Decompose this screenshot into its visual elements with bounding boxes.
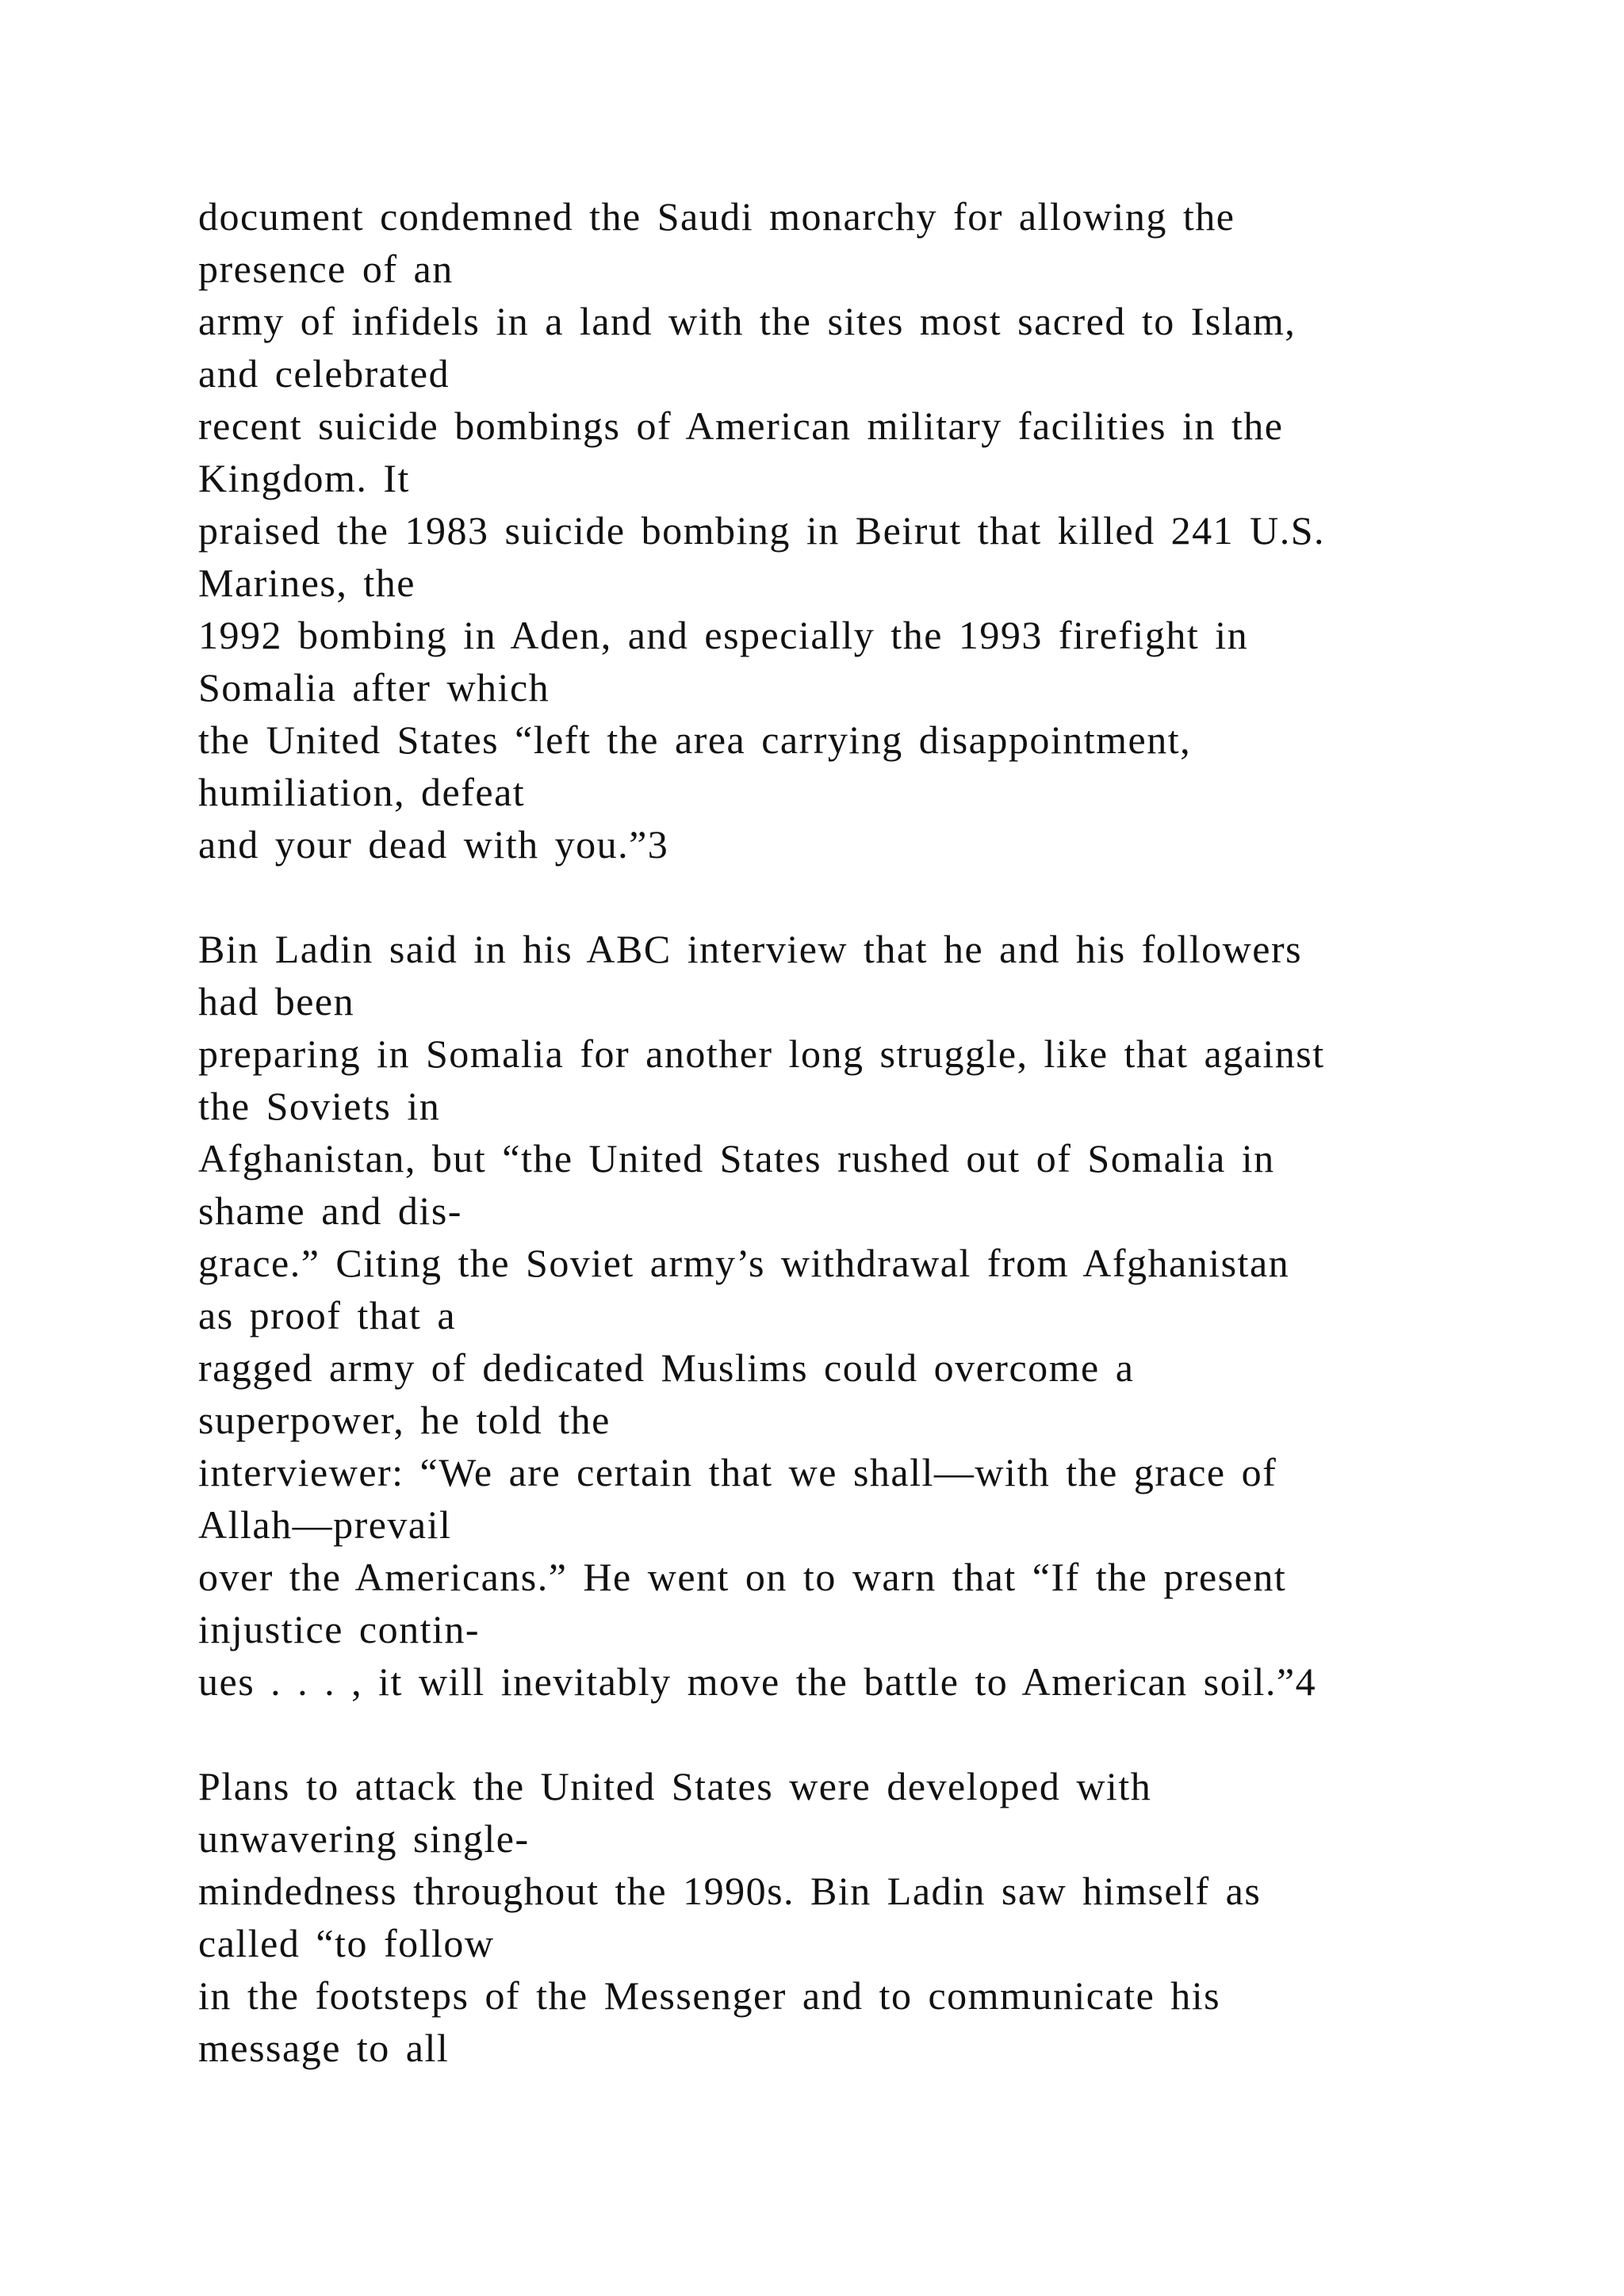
text-line: 1992 bombing in Aden, and especially the 1993 firefight in <box>198 613 1249 657</box>
text-line: recent suicide bombings of American military facilities in the <box>198 404 1284 448</box>
text-line: humiliation, defeat <box>198 770 526 814</box>
paragraph-2 <box>198 923 1546 1708</box>
text-line: ues . . . , it will inevitably move the battle to American soil.”4 <box>198 1659 1317 1704</box>
text-line: in the footsteps of the Messenger and to communicate his <box>198 1973 1221 2018</box>
text-line: preparing in Somalia for another long struggle, like that against <box>198 1031 1325 1076</box>
text-line: interviewer: “We are certain that we shall—with the grace of <box>198 1450 1277 1494</box>
paragraph-3 <box>198 1760 1546 2074</box>
text-line: presence of an <box>198 247 454 291</box>
text-line: the Soviets in <box>198 1084 441 1128</box>
document-body <box>198 190 1546 2074</box>
paragraph-gap <box>198 871 1546 923</box>
text-line: praised the 1983 suicide bombing in Beirut that killed 241 U.S. <box>198 508 1326 553</box>
text-line: message to all <box>198 2026 450 2070</box>
text-line: ragged army of dedicated Muslims could overcome a <box>198 1345 1135 1390</box>
text-line: army of infidels in a land with the sites most sacred to Islam, <box>198 299 1297 343</box>
text-line: Somalia after which <box>198 665 550 710</box>
text-line: document condemned the Saudi monarchy for allowing the <box>198 194 1235 239</box>
text-line: superpower, he told the <box>198 1398 611 1442</box>
text-line: Allah—prevail <box>198 1502 452 1547</box>
text-line: had been <box>198 979 355 1024</box>
text-line: unwavering single- <box>198 1816 530 1861</box>
text-line: injustice contin- <box>198 1607 481 1651</box>
text-line: Bin Ladin said in his ABC interview that he and his followers <box>198 927 1303 971</box>
paragraph-gap <box>198 1708 1546 1760</box>
text-line: Afghanistan, but “the United States rushed out of Somalia in <box>198 1136 1275 1181</box>
text-line: and your dead with you.”3 <box>198 822 669 867</box>
text-line: Kingdom. It <box>198 456 410 500</box>
text-line: the United States “left the area carrying disappointment, <box>198 718 1192 762</box>
text-line: shame and dis- <box>198 1188 462 1233</box>
text-line: as proof that a <box>198 1293 457 1337</box>
text-line: called “to follow <box>198 1921 495 1965</box>
paragraph-1 <box>198 190 1546 871</box>
text-line: Plans to attack the United States were developed with <box>198 1764 1152 1808</box>
text-line: and celebrated <box>198 351 450 396</box>
text-line: over the Americans.” He went on to warn that “If the present <box>198 1555 1287 1599</box>
text-line: mindedness throughout the 1990s. Bin Ladin saw himself as <box>198 1869 1262 1913</box>
text-line: Marines, the <box>198 561 416 605</box>
text-line: grace.” Citing the Soviet army’s withdrawal from Afghanistan <box>198 1241 1290 1285</box>
